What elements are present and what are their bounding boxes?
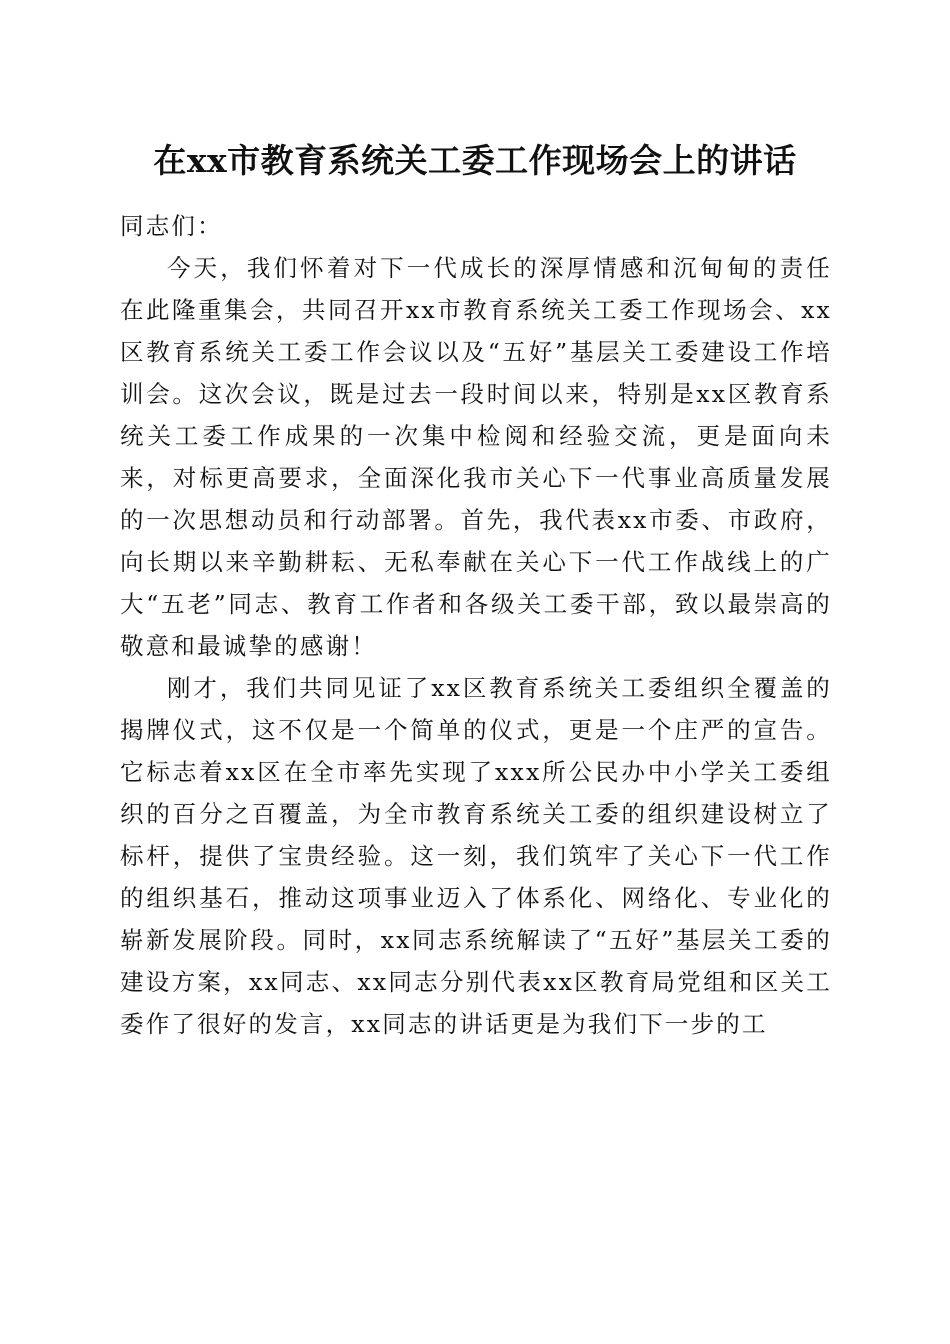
document-title: 在xx市教育系统关工委工作现场会上的讲话 — [153, 141, 797, 180]
paragraph-2: 刚才，我们共同见证了xx区教育系统关工委组织全覆盖的揭牌仪式，这不仅是一个简单的仪式，更是一个庄严的宣告。它标志着xx区在全市率先实现了xxx所公民办中小学关工委组织的百分之百覆盖，为全市教育系统关工委的组织建设树立了标杆，提供了宝贵经验。这一刻，我们筑牢了关心下一代工作的组织基石，推动这项事业迈入了体系化、网络化、专业化的崭新发展阶段。同时，xx同志系统解读了“五好”基层关工委的建设方案，xx同志、xx同志分别代表xx区教育局党组和区关工委作了很好的发言，xx同志的讲话更是为我们下一步的工 — [120, 674, 832, 1038]
paragraph-1: 今天，我们怀着对下一代成长的深厚情感和沉甸甸的责任在此隆重集会，共同召开xx市教育系统关工委工作现场会、xx区教育系统关工委工作会议以及“五好”基层关工委建设工作培训会。这次会议，既是过去一段时间以来，特别是xx区教育系统关工委工作成果的一次集中检阅和经验交流，更是面向未来，对标更高要求，全面深化我市关心下一代事业高质量发展的一次思想动员和行动部署。首先，我代表xx市委、市政府，向长期以来辛勤耕耘、无私奉献在关心下一代工作战线上的广大“五老”同志、教育工作者和各级关工委干部，致以最崇高的敬意和最诚挚的感谢！ — [120, 254, 832, 660]
document-body — [120, 205, 832, 1045]
salutation: 同志们： — [120, 212, 223, 240]
